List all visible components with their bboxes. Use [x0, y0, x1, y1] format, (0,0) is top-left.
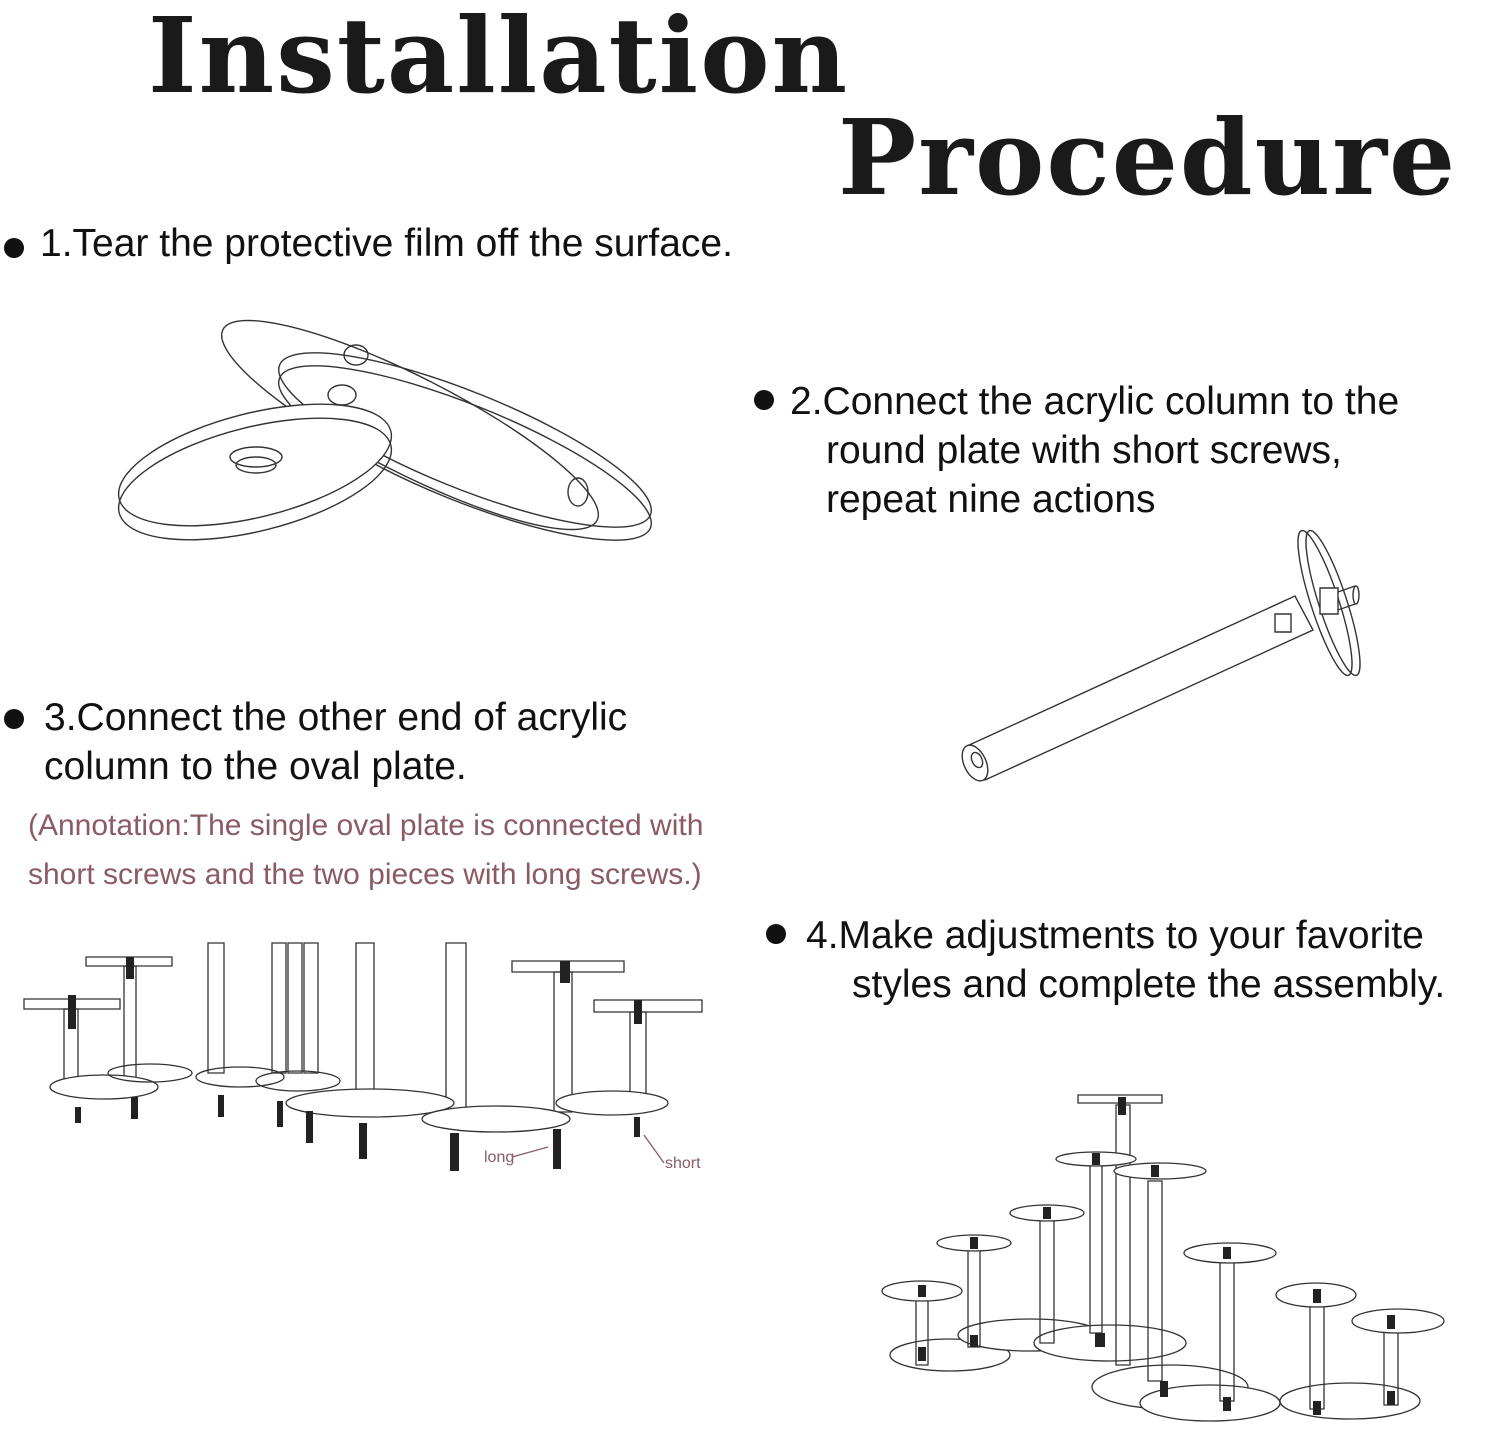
top-plate [1114, 1163, 1206, 1179]
step-4-text [806, 911, 1445, 1009]
step-4-line-1: 4.Make adjustments to your favorite [806, 914, 1424, 957]
short-screw [1320, 588, 1338, 614]
annotation-line-2: short screws and the two pieces with long screws.) [28, 858, 702, 891]
title-installation: Installation [148, 0, 850, 117]
acrylic-column [967, 596, 1313, 780]
step-1-text [40, 219, 733, 268]
oval-base-plate [556, 1091, 668, 1115]
oval-base-plate [422, 1106, 570, 1132]
title-procedure: Procedure [838, 96, 1458, 219]
step-4-assembled-stand-illustration [880, 1085, 1460, 1430]
step-4-line-2: styles and complete the assembly. [852, 963, 1446, 1006]
base-oval [1034, 1325, 1186, 1361]
label-short: short [665, 1155, 701, 1172]
step-3-text [44, 693, 627, 791]
base-oval [1280, 1383, 1420, 1419]
step-2-text [790, 377, 1399, 524]
top-plate [594, 1000, 702, 1012]
step-2-line-1: 2.Connect the acrylic column to the [790, 380, 1400, 423]
step-2-bullet [754, 390, 774, 410]
plate-hole [568, 478, 588, 506]
step-1-line-1: 1.Tear the protective film off the surface. [40, 222, 733, 265]
step-3-line-1: 3.Connect the other end of acrylic [44, 696, 628, 739]
step-1-bullet [4, 238, 24, 258]
step-4-bullet [766, 924, 786, 944]
step-1-plates-illustration [110, 295, 660, 555]
label-long: long [484, 1149, 515, 1166]
annotation-text [28, 801, 703, 899]
top-plate [1352, 1309, 1444, 1333]
step-2-column-illustration [955, 528, 1375, 788]
step-3-exploded-stand-illustration [0, 935, 740, 1175]
step-3-bullet [4, 709, 24, 729]
oval-base-plate [50, 1075, 158, 1099]
step-2-line-2: round plate with short screws, [826, 429, 1342, 472]
step-2-line-3: repeat nine actions [826, 478, 1156, 521]
annotation-line-1: (Annotation:The single oval plate is connected with [28, 809, 704, 842]
step-3-line-2: column to the oval plate. [44, 745, 467, 788]
